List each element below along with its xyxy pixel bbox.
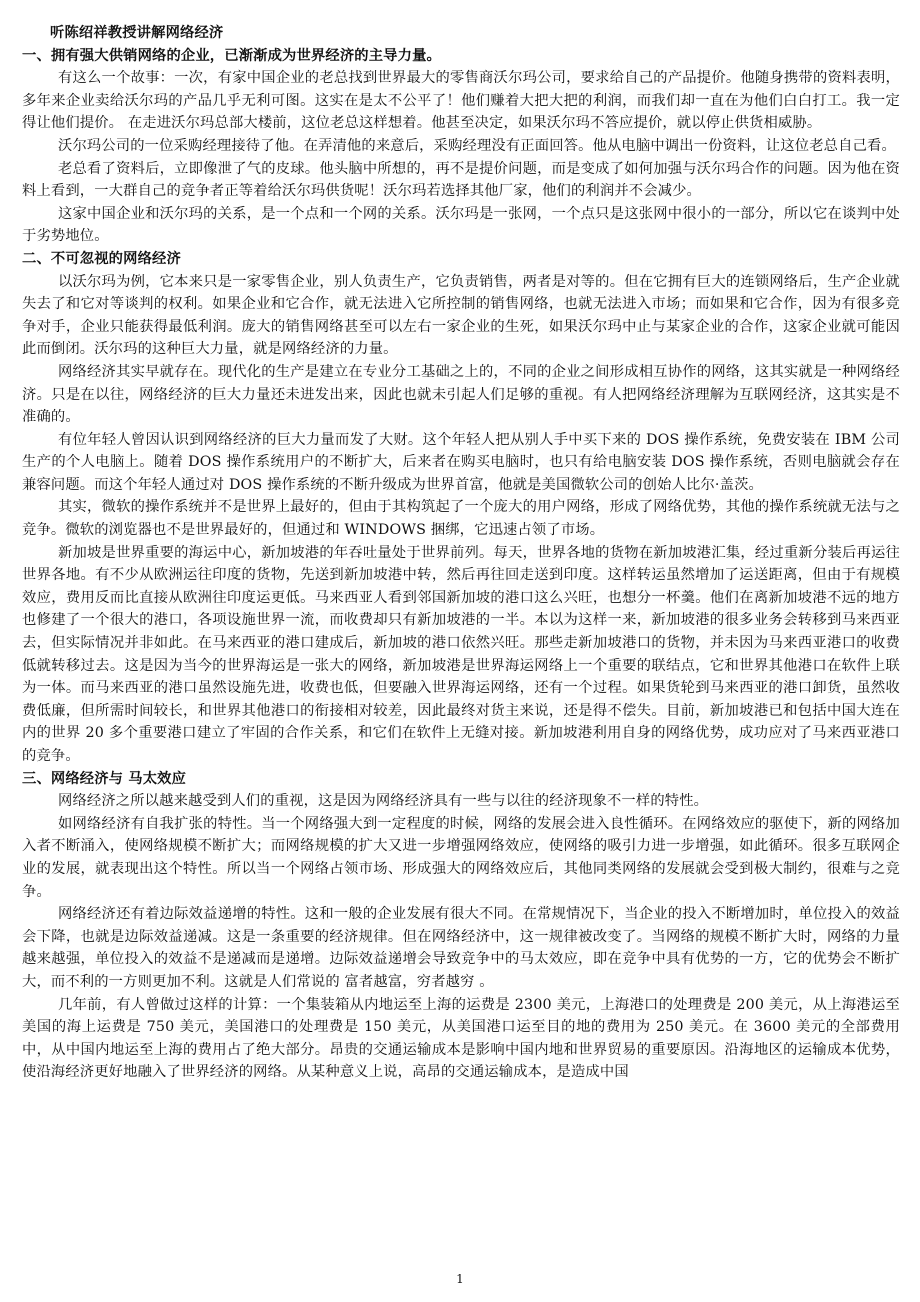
paragraph: 几年前，有人曾做过这样的计算：一个集装箱从内地运至上海的运费是 2300 美元，上海港口的处理费是 200 美元，从上海港运至美国的海上运费是 750 美元，美国港口的处理费是 150 美元，从美国港口运至目的地的费用为 250 美元。在 3600 美元的全部费用中，从中国内地运至上海的费用占了绝大部分。昂贵的交通运输成本是影响中国内地和世界贸易的重要原因。沿海地区的运输成本优势，使沿海经济更好地融入了世界经济的网络。从某种意义上说，高昂的交通运输成本，是造成中国 — [22, 996, 900, 1081]
paragraph: 沃尔玛公司的一位采购经理接待了他。在弄清他的来意后，采购经理没有正面回答。他从电脑中调出一份资料，让这位老总自己看。 — [58, 137, 896, 154]
document-page — [22, 22, 900, 1084]
section-heading-1: 一、拥有强大供销网络的企业，已渐渐成为世界经济的主导力量。 — [22, 47, 441, 64]
paragraph: 网络经济之所以越来越受到人们的重视，这是因为网络经济具有一些与以往的经济现象不一样的特性。 — [58, 793, 709, 810]
paragraph: 有这么一个故事：一次，有家中国企业的老总找到世界最大的零售商沃尔玛公司，要求给自己的产品提价。他随身携带的资料表明，多年来企业卖给沃尔玛的产品几乎无利可图。这实在是太不公平了！他们赚着大把大把的利润，而我们却一直在为他们白白打工。我一定得让他们提价。 在走进沃尔玛总部大楼前，这位老总这样想着。他甚至决定，如果沃尔玛不答应提价，就以停止供货相威胁。 — [22, 70, 900, 132]
page-number: 1 — [456, 1272, 464, 1286]
paragraph: 如网络经济有自我扩张的特性。当一个网络强大到一定程度的时候，网络的发展会进入良性循环。在网络效应的驱使下，新的网络加入者不断涌入，使网络规模不断扩大；而网络规模的扩大又进一步增强网络效应，使网络的吸引力进一步增强，如此循环。很多互联网企业的发展，就表现出这个特性。所以当一个网络占领市场、形成强大的网络效应后，其他同类网络的发展就会受到极大制约，很难与之竞争。 — [22, 815, 900, 900]
paragraph: 这家中国企业和沃尔玛的关系，是一个点和一个网的关系。沃尔玛是一张网，一个点只是这张网中很小的一部分，所以它在谈判中处于劣势地位。 — [22, 205, 900, 245]
paragraph: 其实，微软的操作系统并不是世界上最好的，但由于其构筑起了一个庞大的用户网络，形成了网络优势，其他的操作系统就无法与之竞争。微软的浏览器也不是世界最好的，但通过和 WINDOWS 捆绑，它迅速占领了市场。 — [22, 499, 900, 539]
section-heading-3: 三、网络经济与 马太效应 — [22, 770, 187, 787]
paragraph: 以沃尔玛为例，它本来只是一家零售企业，别人负责生产，它负责销售，两者是对等的。但在它拥有巨大的连锁网络后，生产企业就失去了和它对等谈判的权利。如果企业和它合作，就无法进入它所控制的销售网络，也就无法进入市场；而如果和它合作，因为有很多竞争对手，企业只能获得最低利润。庞大的销售网络甚至可以左右一家企业的生死，如果沃尔玛中止与某家企业的合作，这家企业就可能因此而倒闭。沃尔玛的这种巨大力量，就是网络经济的力量。 — [22, 273, 900, 358]
paragraph: 网络经济其实早就存在。现代化的生产是建立在专业分工基础之上的，不同的企业之间形成相互协作的网络，这其实就是一种网络经济。只是在以往，网络经济的巨大力量还未进发出来，因此也就未引起人们足够的重视。有人把网络经济理解为互联网经济，这其实是不准确的。 — [22, 363, 900, 426]
section-heading-2: 二、不可忽视的网络经济 — [22, 250, 181, 267]
paragraph: 新加坡是世界重要的海运中心，新加坡港的年吞吐量处于世界前列。每天，世界各地的货物在新加坡港汇集，经过重新分装后再运往世界各地。有不少从欧洲运往印度的货物，先送到新加坡港中转，然后再往回走送到印度。这样转运虽然增加了运送距离，但由于有规模效应，费用反而比直接从欧洲往印度运更低。马来西亚人看到邻国新加坡的港口这么兴旺，也想分一杯羹。他们在离新加坡港不远的地方也修建了一个很大的港口，各项设施世界一流，而收费却只有新加坡港的一半。本以为这样一来，新加坡港的很多业务会转移到马来西亚去，但实际情况并非如此。在马来西亚的港口建成后，新加坡的港口依然兴旺。那些走新加坡港口的货物，并未因为马来西亚港口的收费低就转移过去。这是因为当今的世界海运是一张大的网络，新加坡港是世界海运网络上一个重要的联结点，它和世界其他港口在软件上联为一体。而马来西亚的港口虽然设施先进，收费也低，但要融入世界海运网络，还有一个过程。如果货轮到马来西亚的港口卸货，虽然收费低廉，但所需时间较长，和世界其他港口的衔接相对较差，因此最终对货主来说，还是得不偿失。目前，新加坡港已和包括中国大连在内的世界 20 多个重要港口建立了牢固的合作关系，和它们在软件上无缝对接。新加坡港利用自身的网络优势，成功应对了马来西亚港口的竞争。 — [22, 544, 900, 764]
document-title: 听陈绍祥教授讲解网络经济 — [50, 25, 224, 41]
paragraph: 有位年轻人曾因认识到网络经济的巨大力量而发了大财。这个年轻人把从别人手中买下来的 DOS 操作系统，免费安装在 IBM 公司生产的个人电脑上。随着 DOS 操作系统用户的不断扩大，后来者在购买电脑时，也只有给电脑安装 DOS 操作系统，否则电脑就会存在兼容问题。而这个年轻人通过对 DOS 操作系统的不断升级成为世界首富，他就是美国微软公司的创始人比尔·盖茨。 — [22, 431, 900, 493]
paragraph: 老总看了资料后，立即像泄了气的皮球。他头脑中所想的，再不是提价问题，而是变成了如何加强与沃尔玛合作的问题。因为他在资料上看到，一大群自己的竞争者正等着给沃尔玛供货呢！沃尔玛若选择其他厂家，他们的利润并不会减少。 — [22, 160, 900, 200]
paragraph: 网络经济还有着边际效益递增的特性。这和一般的企业发展有很大不同。在常规情况下，当企业的投入不断增加时，单位投入的效益会下降，也就是边际效益递减。这是一条重要的经济规律。但在网络经济中，这一规律被改变了。当网络的规模不断扩大时，网络的力量越来越强，单位投入的效益不是递减而是递增。边际效益递增会导致竞争中的马太效应，即在竞争中具有优势的一方，它的优势会不断扩大，而不利的一方则更加不利。这就是人们常说的 富者越富，穷者越穷 。 — [22, 906, 900, 990]
